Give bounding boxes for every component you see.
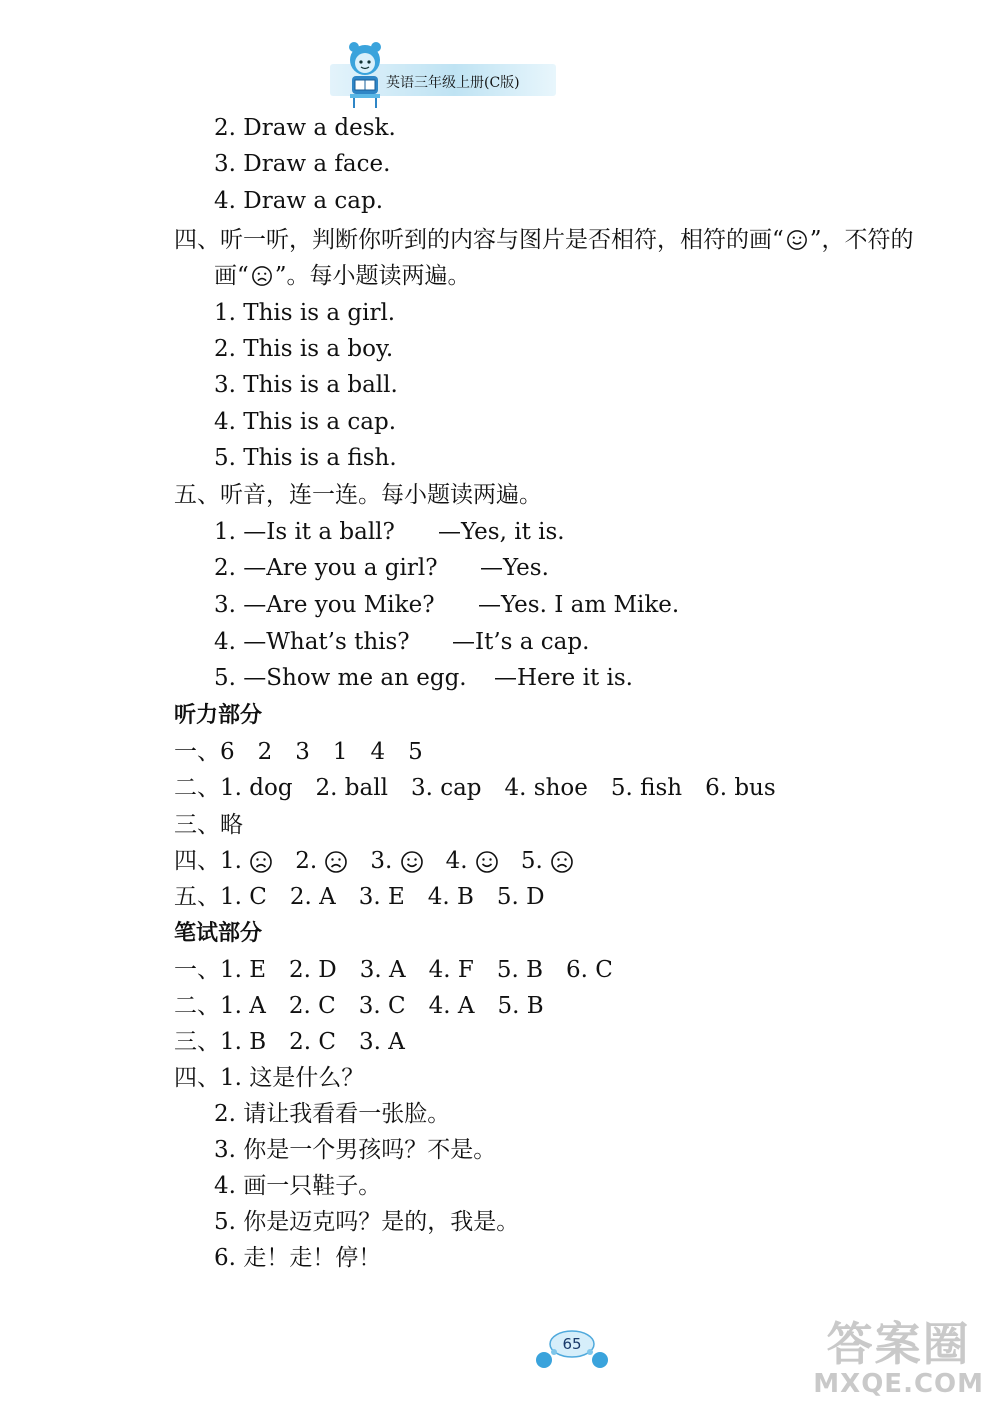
- answer-line: 一、6 2 3 1 4 5: [174, 739, 423, 765]
- sad-face-icon: [550, 850, 574, 874]
- answer-line: 二、1. A 2. C 3. C 4. A 5. B: [174, 993, 544, 1019]
- list-item: 2. This is a boy.: [214, 336, 394, 362]
- list-item: 4. Draw a cap.: [214, 188, 384, 214]
- smiley-face-icon: [475, 850, 499, 874]
- dialogue-answer: —Here it is.: [494, 665, 633, 691]
- dialogue-answer: —It’s a cap.: [452, 629, 590, 655]
- dialogue-question: 4. —What’s this?: [214, 629, 410, 655]
- answer-line: 6. 走！走！停！: [214, 1245, 382, 1271]
- list-item: 4. This is a cap.: [214, 409, 397, 435]
- list-item: 3. This is a ball.: [214, 372, 398, 398]
- page-header: [322, 38, 558, 112]
- dialogue-answer: —Yes.: [480, 555, 549, 581]
- answer-label: 5.: [520, 848, 543, 874]
- dialogue-answer: —Yes. I am Mike.: [478, 592, 680, 618]
- section-heading: [214, 261, 471, 291]
- sad-face-icon: [251, 265, 273, 287]
- section-heading: [174, 225, 914, 255]
- heading-text: ”。每小题读两遍。: [274, 263, 471, 289]
- answer-section-heading: 听力部分: [174, 703, 263, 728]
- answer-label: 2.: [295, 848, 318, 874]
- answer-label: 4.: [445, 848, 468, 874]
- answer-line: 3. 你是一个男孩吗？不是。: [214, 1137, 497, 1163]
- sad-face-icon: [324, 850, 348, 874]
- page-number: 65: [562, 1335, 582, 1353]
- answer-label: 1.: [220, 848, 242, 874]
- dialogue-answer: —Yes, it is.: [438, 519, 565, 545]
- dialogue-question: 2. —Are you a girl?: [214, 555, 438, 581]
- answer-line: 四、1. 这是什么？: [174, 1065, 365, 1091]
- sad-face-icon: [249, 850, 273, 874]
- page-number-badge: [534, 1328, 610, 1372]
- dialogue-question: 1. —Is it a ball?: [214, 519, 395, 545]
- answer-label: 3.: [370, 848, 393, 874]
- heading-text: 四、听一听，判断你听到的内容与图片是否相符，相符的画“: [174, 227, 784, 253]
- answer-section-heading: 笔试部分: [174, 921, 263, 946]
- header-title: 英语三年级上册(C版): [386, 75, 520, 91]
- dialogue-question: 3. —Are you Mike?: [214, 592, 435, 618]
- answer-line-faces: [174, 846, 574, 876]
- list-item: 1. This is a girl.: [214, 300, 396, 326]
- answer-line: 5. 你是迈克吗？是的，我是。: [214, 1209, 520, 1235]
- answer-line: 三、1. B 2. C 3. A: [174, 1029, 405, 1055]
- smiley-face-icon: [400, 850, 424, 874]
- list-item: 5. This is a fish.: [214, 445, 397, 471]
- answer-line: 二、1. dog 2. ball 3. cap 4. shoe 5. fish 6. bus: [174, 775, 776, 801]
- section-heading: 五、听音，连一连。每小题读两遍。: [174, 482, 542, 508]
- list-item: 3. Draw a face.: [214, 151, 391, 177]
- list-item: 2. Draw a desk.: [214, 115, 396, 141]
- watermark: [813, 1319, 984, 1399]
- answer-line: 五、1. C 2. A 3. E 4. B 5. D: [174, 884, 545, 910]
- answer-prefix: 四、: [174, 848, 220, 874]
- smiley-face-icon: [786, 229, 808, 251]
- dialogue-question: 5. —Show me an egg.: [214, 665, 467, 691]
- answer-line: 一、1. E 2. D 3. A 4. F 5. B 6. C: [174, 957, 613, 983]
- watermark-url: MXQE.COM: [813, 1369, 984, 1399]
- watermark-logo: 答案圈: [826, 1317, 971, 1371]
- heading-text: 画“: [214, 263, 249, 289]
- answer-line: 三、略: [174, 812, 243, 838]
- answer-line: 4. 画一只鞋子。: [214, 1173, 382, 1199]
- answer-line: 2. 请让我看看一张脸。: [214, 1101, 451, 1127]
- heading-text: ”，不符的: [809, 227, 914, 253]
